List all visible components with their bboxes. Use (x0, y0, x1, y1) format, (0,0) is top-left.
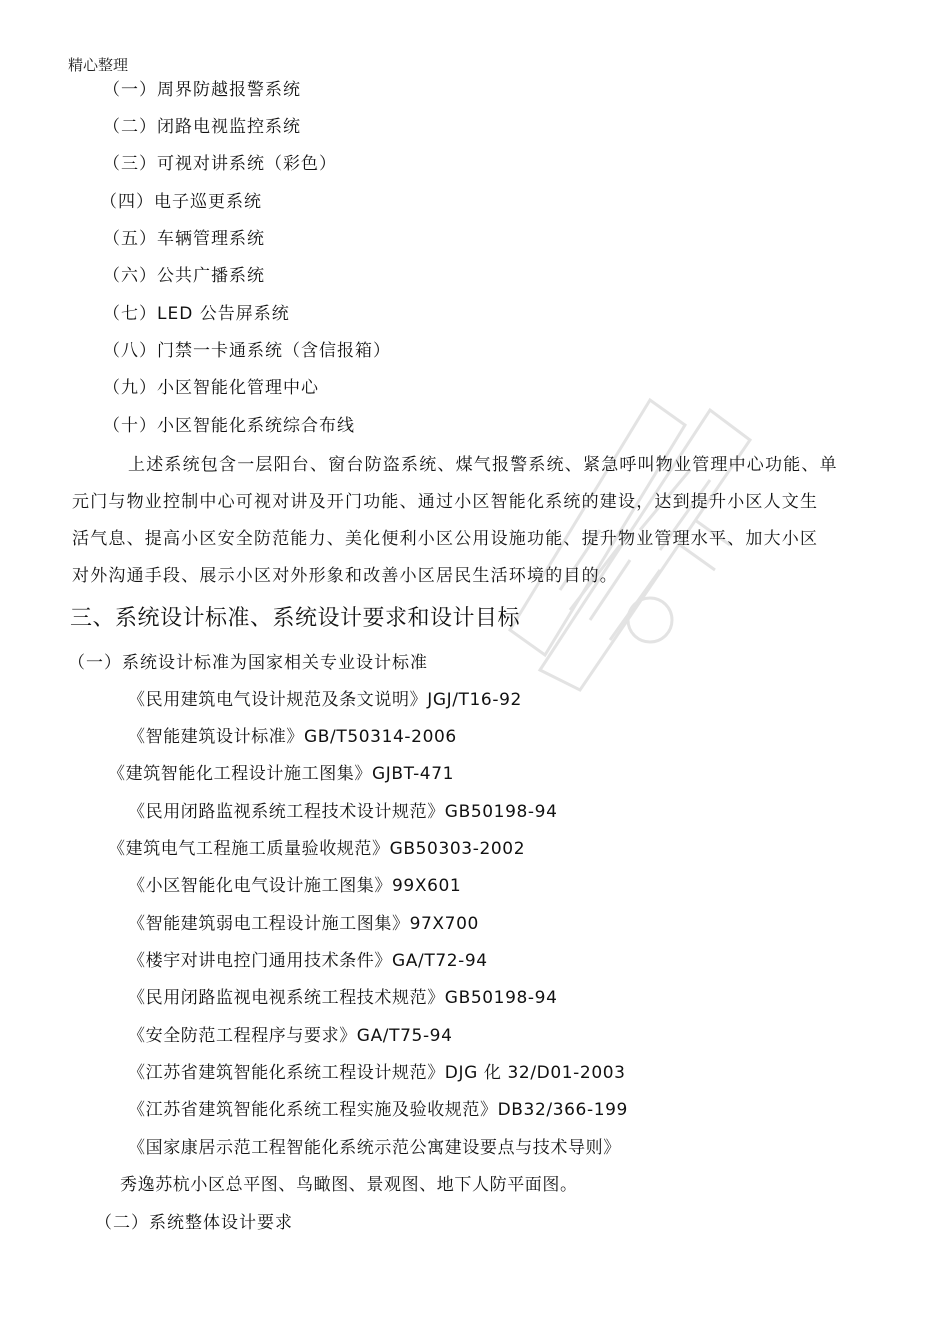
standard-item-1: 《民用建筑电气设计规范及条文说明》JGJ/T16-92 (128, 690, 522, 710)
system-item-1: （一）周界防越报警系统 (103, 80, 301, 100)
standard-item-6: 《小区智能化电气设计施工图集》99X601 (128, 876, 462, 896)
system-item-10: （十）小区智能化系统综合布线 (103, 416, 355, 436)
system-item-8: （八）门禁一卡通系统（含信报箱） (103, 341, 391, 361)
standard-item-13: 《国家康居示范工程智能化系统示范公寓建设要点与技术导则》 (128, 1138, 621, 1158)
standard-item-7: 《智能建筑弱电工程设计施工图集》97X700 (128, 914, 479, 934)
standard-item-2: 《智能建筑设计标准》GB/T50314-2006 (128, 727, 457, 747)
standard-item-3: 《建筑智能化工程设计施工图集》GJBT-471 (108, 764, 455, 784)
summary-line-1: 上述系统包含一层阳台、窗台防盗系统、煤气报警系统、紧急呼叫物业管理中心功能、单 (128, 455, 838, 475)
summary-line-2: 元门与物业控制中心可视对讲及开门功能、通过小区智能化系统的建设，达到提升小区人文生 (72, 492, 819, 512)
standard-item-10: 《安全防范工程程序与要求》GA/T75-94 (128, 1026, 453, 1046)
header-note: 精心整理 (68, 56, 129, 74)
subsection-requirements: （二）系统整体设计要求 (95, 1213, 293, 1233)
system-item-9: （九）小区智能化管理中心 (103, 378, 319, 398)
system-item-5: （五）车辆管理系统 (103, 229, 265, 249)
standard-item-4: 《民用闭路监视系统工程技术设计规范》GB50198-94 (128, 802, 558, 822)
standard-item-12: 《江苏省建筑智能化系统工程实施及验收规范》DB32/366-199 (128, 1100, 628, 1120)
subsection-standards: （一）系统设计标准为国家相关专业设计标准 (68, 653, 428, 673)
summary-line-4: 对外沟通手段、展示小区对外形象和改善小区居民生活环境的目的。 (72, 566, 618, 586)
standard-item-5: 《建筑电气工程施工质量验收规范》GB50303-2002 (108, 839, 526, 859)
system-item-6: （六）公共广播系统 (103, 266, 265, 286)
system-item-7: （七）LED 公告屏系统 (103, 304, 290, 324)
summary-line-3: 活气息、提高小区安全防范能力、美化便利小区公用设施功能、提升物业管理水平、加大小区 (72, 529, 819, 549)
standard-item-8: 《楼宇对讲电控门通用技术条件》GA/T72-94 (128, 951, 488, 971)
plans-line: 秀逸苏杭小区总平图、鸟瞰图、景观图、地下人防平面图。 (120, 1175, 578, 1195)
system-item-2: （二）闭路电视监控系统 (103, 117, 301, 137)
section-heading: 三、系统设计标准、系统设计要求和设计目标 (70, 606, 521, 631)
system-item-3: （三）可视对讲系统（彩色） (103, 154, 337, 174)
standard-item-11: 《江苏省建筑智能化系统工程设计规范》DJG 化 32/D01-2003 (128, 1063, 626, 1083)
system-item-4: （四）电子巡更系统 (100, 192, 262, 212)
standard-item-9: 《民用闭路监视电视系统工程技术规范》GB50198-94 (128, 988, 558, 1008)
watermark-stamp-icon (500, 370, 760, 700)
